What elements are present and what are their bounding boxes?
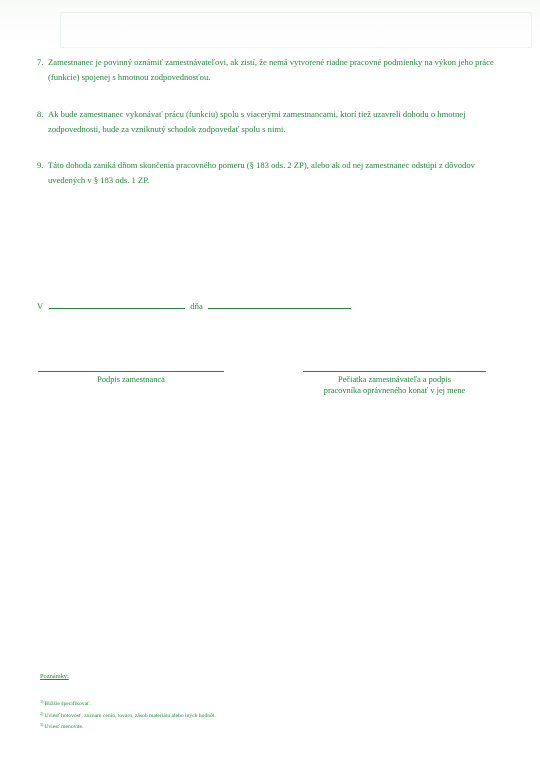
place-date-line — [37, 298, 351, 311]
note-1 — [40, 699, 91, 707]
clause-number: 7. — [37, 57, 44, 67]
employee-signature-line[interactable] — [38, 371, 224, 372]
note-2 — [40, 711, 216, 719]
note-mark: 1) — [40, 699, 44, 704]
clause-text: Táto dohoda zaniká dňom skončenia pracovného pomeru (§ 183 ods. 2 ZP), alebo ak od nej zamestnanec odstúpi z dôvodov uvedených v § 183 ods. 1 ZP. — [48, 160, 475, 185]
date-field[interactable] — [208, 298, 351, 309]
note-text: Uviesť hotovosť, zoznam cenín, tovaru, zásob materiálu alebo iných hodnôt. — [44, 713, 216, 719]
employer-signature-line[interactable] — [303, 371, 486, 372]
place-field[interactable] — [49, 298, 185, 309]
clause-9 — [37, 158, 507, 188]
notes-title: Poznámky: — [40, 673, 69, 680]
note-3 — [40, 722, 83, 730]
clause-7 — [37, 55, 507, 85]
clause-text: Zamestnanec je povinný oznámiť zamestnávateľovi, ak zistí, že nemá vytvorené riadne pracovné podmienky na výkon jeho práce (funkcie) spojenej s hmotnou zodpovednosťou. — [48, 57, 494, 82]
previous-page-form-box — [60, 12, 532, 48]
note-mark: 3) — [40, 722, 44, 727]
clause-8 — [37, 107, 507, 137]
clause-number: 8. — [37, 109, 44, 119]
note-mark: 2) — [40, 711, 44, 716]
clause-text: Ak bude zamestnanec vykonávať prácu (funkciu) spolu s viacerými zamestnancami, ktorí tiež uzavreli dohodu o hmotnej zodpovednosti, bude za vzniknutý schodok zodpovedať spolu s nimi. — [48, 109, 466, 134]
place-label: V — [37, 301, 44, 311]
clause-number: 9. — [37, 160, 44, 170]
employer-signature-sublabel: pracovníka oprávneného konať v jej mene — [323, 386, 466, 395]
note-text: Bližšie špecifikovať. — [44, 701, 91, 707]
employee-signature-label: Podpis zamestnanca — [97, 375, 165, 384]
date-label: dňa — [190, 301, 203, 311]
employer-signature-label: Pečiatka zamestnávateľa a podpis — [338, 375, 451, 384]
note-text: Uviesť menovite. — [44, 724, 84, 730]
